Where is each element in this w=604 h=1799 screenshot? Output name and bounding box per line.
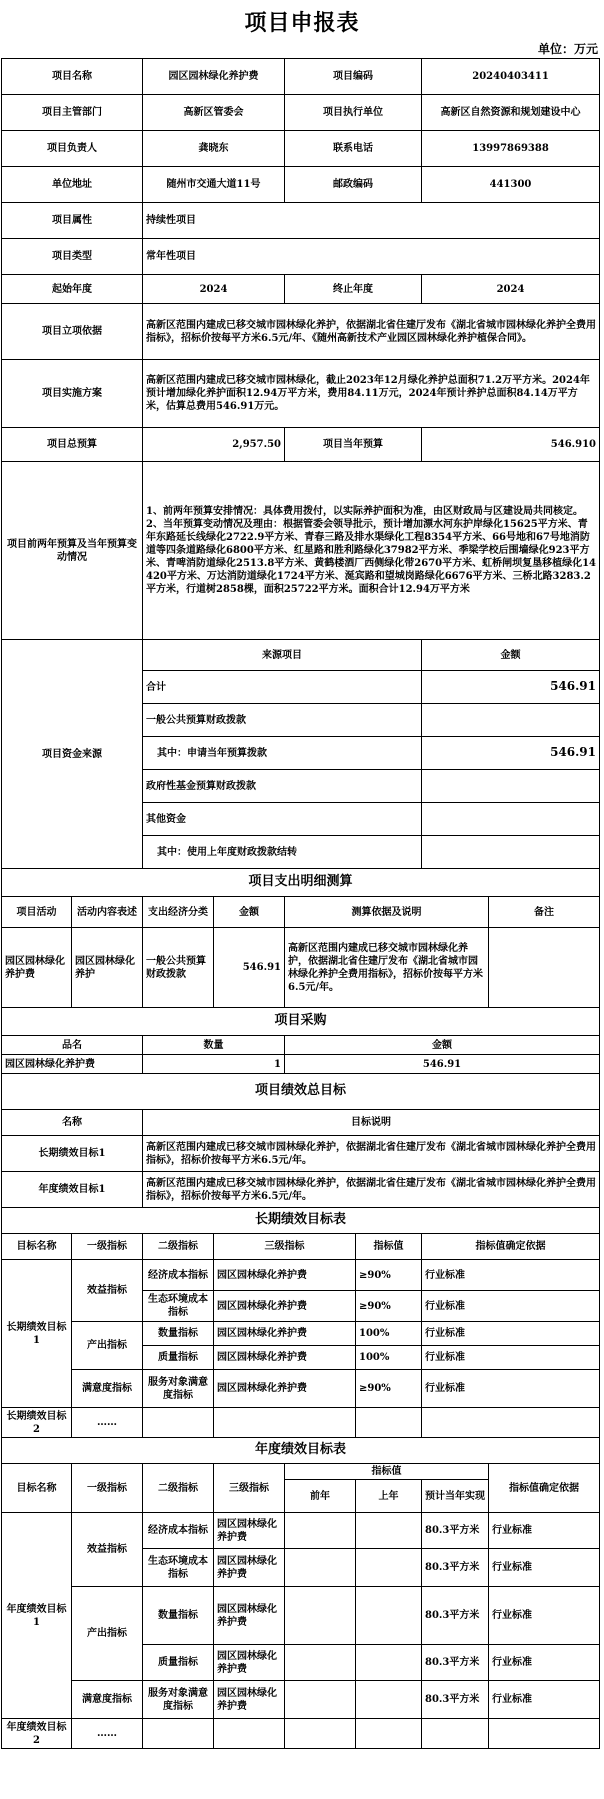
value-basis: 高新区范围内建成已移交城市园林绿化养护，依据湖北省住建厅发布《湖北省城市园林绿化养护全费用指标》，招标价按每平方米6.5元/年、《随州高新技术产业园区园林绿化养护植保合同》。 [143,304,600,360]
unit-label: 单位：万元 [537,42,598,56]
an-prev2 [285,1681,356,1719]
goals-row [2,1136,600,1172]
an-l1: 效益指标 [72,1513,143,1587]
an-col-l2: 二级指标 [143,1464,214,1513]
lt-l2: 服务对象满意度指标 [143,1370,214,1408]
expense-col-basis: 测算依据及说明 [285,897,489,928]
funds-col-source: 来源项目 [143,640,422,671]
expense-col-note: 备注 [489,897,600,928]
purchase-row [2,1055,600,1074]
value-attr: 持续性项目 [143,203,600,239]
label-total-budget: 项目总预算 [2,428,143,462]
annual-header-row [2,1464,600,1480]
lt-basis: 行业标准 [422,1370,600,1408]
lt-value: ≥90% [356,1260,422,1291]
label-project-name: 项目名称 [2,59,143,95]
label-type: 项目类型 [2,239,143,275]
an-col-value: 指标值 [285,1464,489,1480]
an-row-goal2 [2,1719,600,1749]
goals-header-row [2,1110,600,1136]
lt-l2: 经济成本指标 [143,1260,214,1291]
an-l3: 园区园林绿化养护费 [214,1681,285,1719]
label-end-year: 终止年度 [285,275,422,304]
value-dept: 高新区管委会 [143,95,285,131]
funds-amount: 546.91 [422,737,600,770]
an-row [2,1587,600,1645]
an-l3: 园区园林绿化养护费 [214,1645,285,1681]
expense-col-activity: 项目活动 [2,897,72,928]
label-dept: 项目主管部门 [2,95,143,131]
purchase-qty: 1 [143,1055,285,1074]
value-total-budget: 2,957.50 [143,428,285,462]
value-lead: 龚晓东 [143,131,285,167]
label-plan: 项目实施方案 [2,360,143,428]
an-prev2 [285,1587,356,1645]
lt-l3: 园区园林绿化养护费 [214,1346,356,1370]
lt-value: ≥90% [356,1370,422,1408]
purchase-section-title: 项目采购 [2,1008,600,1036]
label-exec-unit: 项目执行单位 [285,95,422,131]
goals-row [2,1172,600,1208]
goal-desc: 高新区范围内建成已移交城市园林绿化养护，依据湖北省住建厅发布《湖北省城市园林绿化养护全费用指标》，招标价按每平方米6.5元/年。 [143,1172,600,1208]
an-l1: 产出指标 [72,1587,143,1681]
lt-col-goal: 目标名称 [2,1234,72,1260]
an-prev1 [356,1587,422,1645]
value-postcode: 441300 [422,167,600,203]
lt-l2: 数量指标 [143,1322,214,1346]
row-plan [2,360,600,428]
label-project-code: 项目编码 [285,59,422,95]
expense-note [489,928,600,1008]
purchase-amount: 546.91 [285,1055,600,1074]
an-empty [356,1719,422,1749]
an-current: 80.3平方米 [422,1513,489,1549]
an-l2: 生态环境成本指标 [143,1549,214,1587]
lt-basis: 行业标准 [422,1322,600,1346]
expense-col-content: 活动内容表述 [72,897,143,928]
value-exec-unit: 高新区自然资源和规划建设中心 [422,95,600,131]
lt-col-value: 指标值 [356,1234,422,1260]
an-row [2,1513,600,1549]
an-empty [143,1719,214,1749]
lt-basis: 行业标准 [422,1346,600,1370]
an-l2: 质量指标 [143,1645,214,1681]
lt-l2: 生态环境成本指标 [143,1291,214,1322]
lt-row-goal2 [2,1408,600,1438]
lt-l3: 园区园林绿化养护费 [214,1370,356,1408]
label-budget-change: 项目前两年预算及当年预算变动情况 [2,462,143,640]
funds-amount [422,770,600,803]
an-col-l3: 三级指标 [214,1464,285,1513]
funds-source: 其中：使用上年度财政拨款结转 [143,836,422,869]
label-postcode: 邮政编码 [285,167,422,203]
value-type: 常年性项目 [143,239,600,275]
purchase-col-qty: 数量 [143,1036,285,1055]
an-basis: 行业标准 [489,1681,600,1719]
an-prev1 [356,1681,422,1719]
label-funds: 项目资金来源 [2,640,143,869]
an-l3: 园区园林绿化养护费 [214,1513,285,1549]
label-lead: 项目负责人 [2,131,143,167]
expense-content: 园区园林绿化养护 [72,928,143,1008]
an-current: 80.3平方米 [422,1645,489,1681]
goals-section-title: 项目绩效总目标 [2,1074,600,1110]
page-title: 项目申报表 [244,10,360,36]
lt-row [2,1260,600,1291]
purchase-header-row [2,1036,600,1055]
an-l3: 园区园林绿化养护费 [214,1549,285,1587]
funds-header-row [2,640,600,671]
expense-col-category: 支出经济分类 [143,897,214,928]
value-year-budget: 546.910 [422,428,600,462]
an-col-goal: 目标名称 [2,1464,72,1513]
funds-source: 其他资金 [143,803,422,836]
lt-col-l1: 一级指标 [72,1234,143,1260]
annual-section-title: 年度绩效目标表 [2,1438,600,1464]
goals-col-name: 名称 [2,1110,143,1136]
lt-value: 100% [356,1346,422,1370]
expense-category: 一般公共预算财政拨款 [143,928,214,1008]
purchase-col-amount: 金额 [285,1036,600,1055]
row-budget [2,428,600,462]
value-budget-change: 1、前两年预算安排情况：具体费用拨付，以实际养护面积为准，由区财政局与区建设局共同核定。 2、当年预算变动情况及理由：根据管委会领导批示，预计增加漂水河东护岸绿化15625平方米、青年东路延长线绿化2722.9平方米、青春三路及排水渠绿化工程8354平方米、66号地和67号地消防道等四条道路绿化6800平方米、红星路和胜利路绿化37982平方米、季梁学校后围墙绿化923平方米、青啤消防道绿化2513.8平方米、黄鹤楼酒厂西侧绿化带2670平方米、虹桥闸坝复垦移植绿化14420平方米、万达消防道绿化1724平方米、涎宾路和望城岗路绿化6676平方米、三桥北路3283.2平方米，行道树2858棵，面积25722平方米。面积合计12.94万平方米 [143,462,600,640]
lt-value: 100% [356,1322,422,1346]
an-prev2 [285,1549,356,1587]
value-project-name: 园区园林绿化养护费 [143,59,285,95]
lt-l1: 满意度指标 [72,1370,143,1408]
an-l2: 经济成本指标 [143,1513,214,1549]
an-col-current: 预计当年实现 [422,1480,489,1513]
longterm-section-row [2,1208,600,1234]
label-basis: 项目立项依据 [2,304,143,360]
value-phone: 13997869388 [422,131,600,167]
row-attr [2,203,600,239]
label-phone: 联系电话 [285,131,422,167]
lt-l1: 产出指标 [72,1322,143,1370]
lt-col-l2: 二级指标 [143,1234,214,1260]
lt-l1: 效益指标 [72,1260,143,1322]
value-project-code: 20240403411 [422,59,600,95]
lt-col-basis: 指标值确定依据 [422,1234,600,1260]
lt-basis: 行业标准 [422,1260,600,1291]
value-end-year: 2024 [422,275,600,304]
funds-source: 政府性基金预算财政拨款 [143,770,422,803]
funds-amount: 546.91 [422,671,600,704]
expense-header-row [2,897,600,928]
expense-col-amount: 金额 [214,897,285,928]
row-basis [2,304,600,360]
lt-row [2,1370,600,1408]
an-current: 80.3平方米 [422,1587,489,1645]
expense-row [2,928,600,1008]
an-basis: 行业标准 [489,1513,600,1549]
an-goal-1: 年度绩效目标1 [2,1513,72,1719]
label-year-budget: 项目当年预算 [285,428,422,462]
label-address: 单位地址 [2,167,143,203]
label-start-year: 起始年度 [2,275,143,304]
an-basis: 行业标准 [489,1645,600,1681]
expense-basis: 高新区范围内建成已移交城市园林绿化养护，依据湖北省住建厅发布《湖北省城市园林绿化养护全费用指标》，招标价按每平方米6.5元/年。 [285,928,489,1008]
an-dots: …… [72,1719,143,1749]
purchase-name: 园区园林绿化养护费 [2,1055,143,1074]
funds-amount [422,704,600,737]
an-row [2,1681,600,1719]
an-prev1 [356,1513,422,1549]
an-current: 80.3平方米 [422,1549,489,1587]
an-l3: 园区园林绿化养护费 [214,1587,285,1645]
annual-section-row [2,1438,600,1464]
lt-empty [143,1408,214,1438]
lt-row [2,1322,600,1346]
expense-section-row [2,869,600,897]
row-project-name [2,59,600,95]
lt-empty [356,1408,422,1438]
row-type [2,239,600,275]
row-dept [2,95,600,131]
an-goal-2: 年度绩效目标2 [2,1719,72,1749]
an-col-basis: 指标值确定依据 [489,1464,600,1513]
value-plan: 高新区范围内建成已移交城市园林绿化，截止2023年12月绿化养护总面积71.2万平方米。2024年预计增加绿化养护面积12.94万平方米，费用84.11万元，2024年预计养护总面积84.14万平方米，估算总费用546.91万元。 [143,360,600,428]
goal-name: 年度绩效目标1 [2,1172,143,1208]
an-current: 80.3平方米 [422,1681,489,1719]
lt-empty [214,1408,356,1438]
funds-amount [422,836,600,869]
expense-amount: 546.91 [214,928,285,1008]
funds-source: 其中：申请当年预算拨款 [143,737,422,770]
lt-dots: …… [72,1408,143,1438]
value-start-year: 2024 [143,275,285,304]
lt-l2: 质量指标 [143,1346,214,1370]
expense-activity: 园区园林绿化养护费 [2,928,72,1008]
an-l2: 服务对象满意度指标 [143,1681,214,1719]
funds-source: 合计 [143,671,422,704]
label-attr: 项目属性 [2,203,143,239]
purchase-section-row [2,1008,600,1036]
row-lead [2,131,600,167]
an-prev2 [285,1513,356,1549]
goal-name: 长期绩效目标1 [2,1136,143,1172]
an-empty [422,1719,489,1749]
an-empty [489,1719,600,1749]
an-prev1 [356,1549,422,1587]
an-l2: 数量指标 [143,1587,214,1645]
funds-col-amount: 金额 [422,640,600,671]
an-col-l1: 一级指标 [72,1464,143,1513]
row-years [2,275,600,304]
an-basis: 行业标准 [489,1549,600,1587]
an-col-prev2: 前年 [285,1480,356,1513]
longterm-header-row [2,1234,600,1260]
an-l1: 满意度指标 [72,1681,143,1719]
an-basis: 行业标准 [489,1587,600,1645]
lt-l3: 园区园林绿化养护费 [214,1291,356,1322]
lt-value: ≥90% [356,1291,422,1322]
lt-col-l3: 三级指标 [214,1234,356,1260]
an-col-prev1: 上年 [356,1480,422,1513]
funds-amount [422,803,600,836]
purchase-col-name: 品名 [2,1036,143,1055]
row-address [2,167,600,203]
lt-l3: 园区园林绿化养护费 [214,1260,356,1291]
goal-desc: 高新区范围内建成已移交城市园林绿化养护，依据湖北省住建厅发布《湖北省城市园林绿化养护全费用指标》，招标价按每平方米6.5元/年。 [143,1136,600,1172]
an-empty [214,1719,285,1749]
expense-section-title: 项目支出明细测算 [2,869,600,897]
funds-source: 一般公共预算财政拨款 [143,704,422,737]
value-address: 随州市交通大道11号 [143,167,285,203]
lt-empty [422,1408,600,1438]
lt-l3: 园区园林绿化养护费 [214,1322,356,1346]
lt-goal-2: 长期绩效目标2 [2,1408,72,1438]
an-prev2 [285,1645,356,1681]
goals-col-desc: 目标说明 [143,1110,600,1136]
application-table [1,58,600,1749]
goals-section-row [2,1074,600,1110]
longterm-section-title: 长期绩效目标表 [2,1208,600,1234]
lt-goal-1: 长期绩效目标1 [2,1260,72,1408]
lt-basis: 行业标准 [422,1291,600,1322]
row-budget-change [2,462,600,640]
an-empty [285,1719,356,1749]
an-prev1 [356,1645,422,1681]
